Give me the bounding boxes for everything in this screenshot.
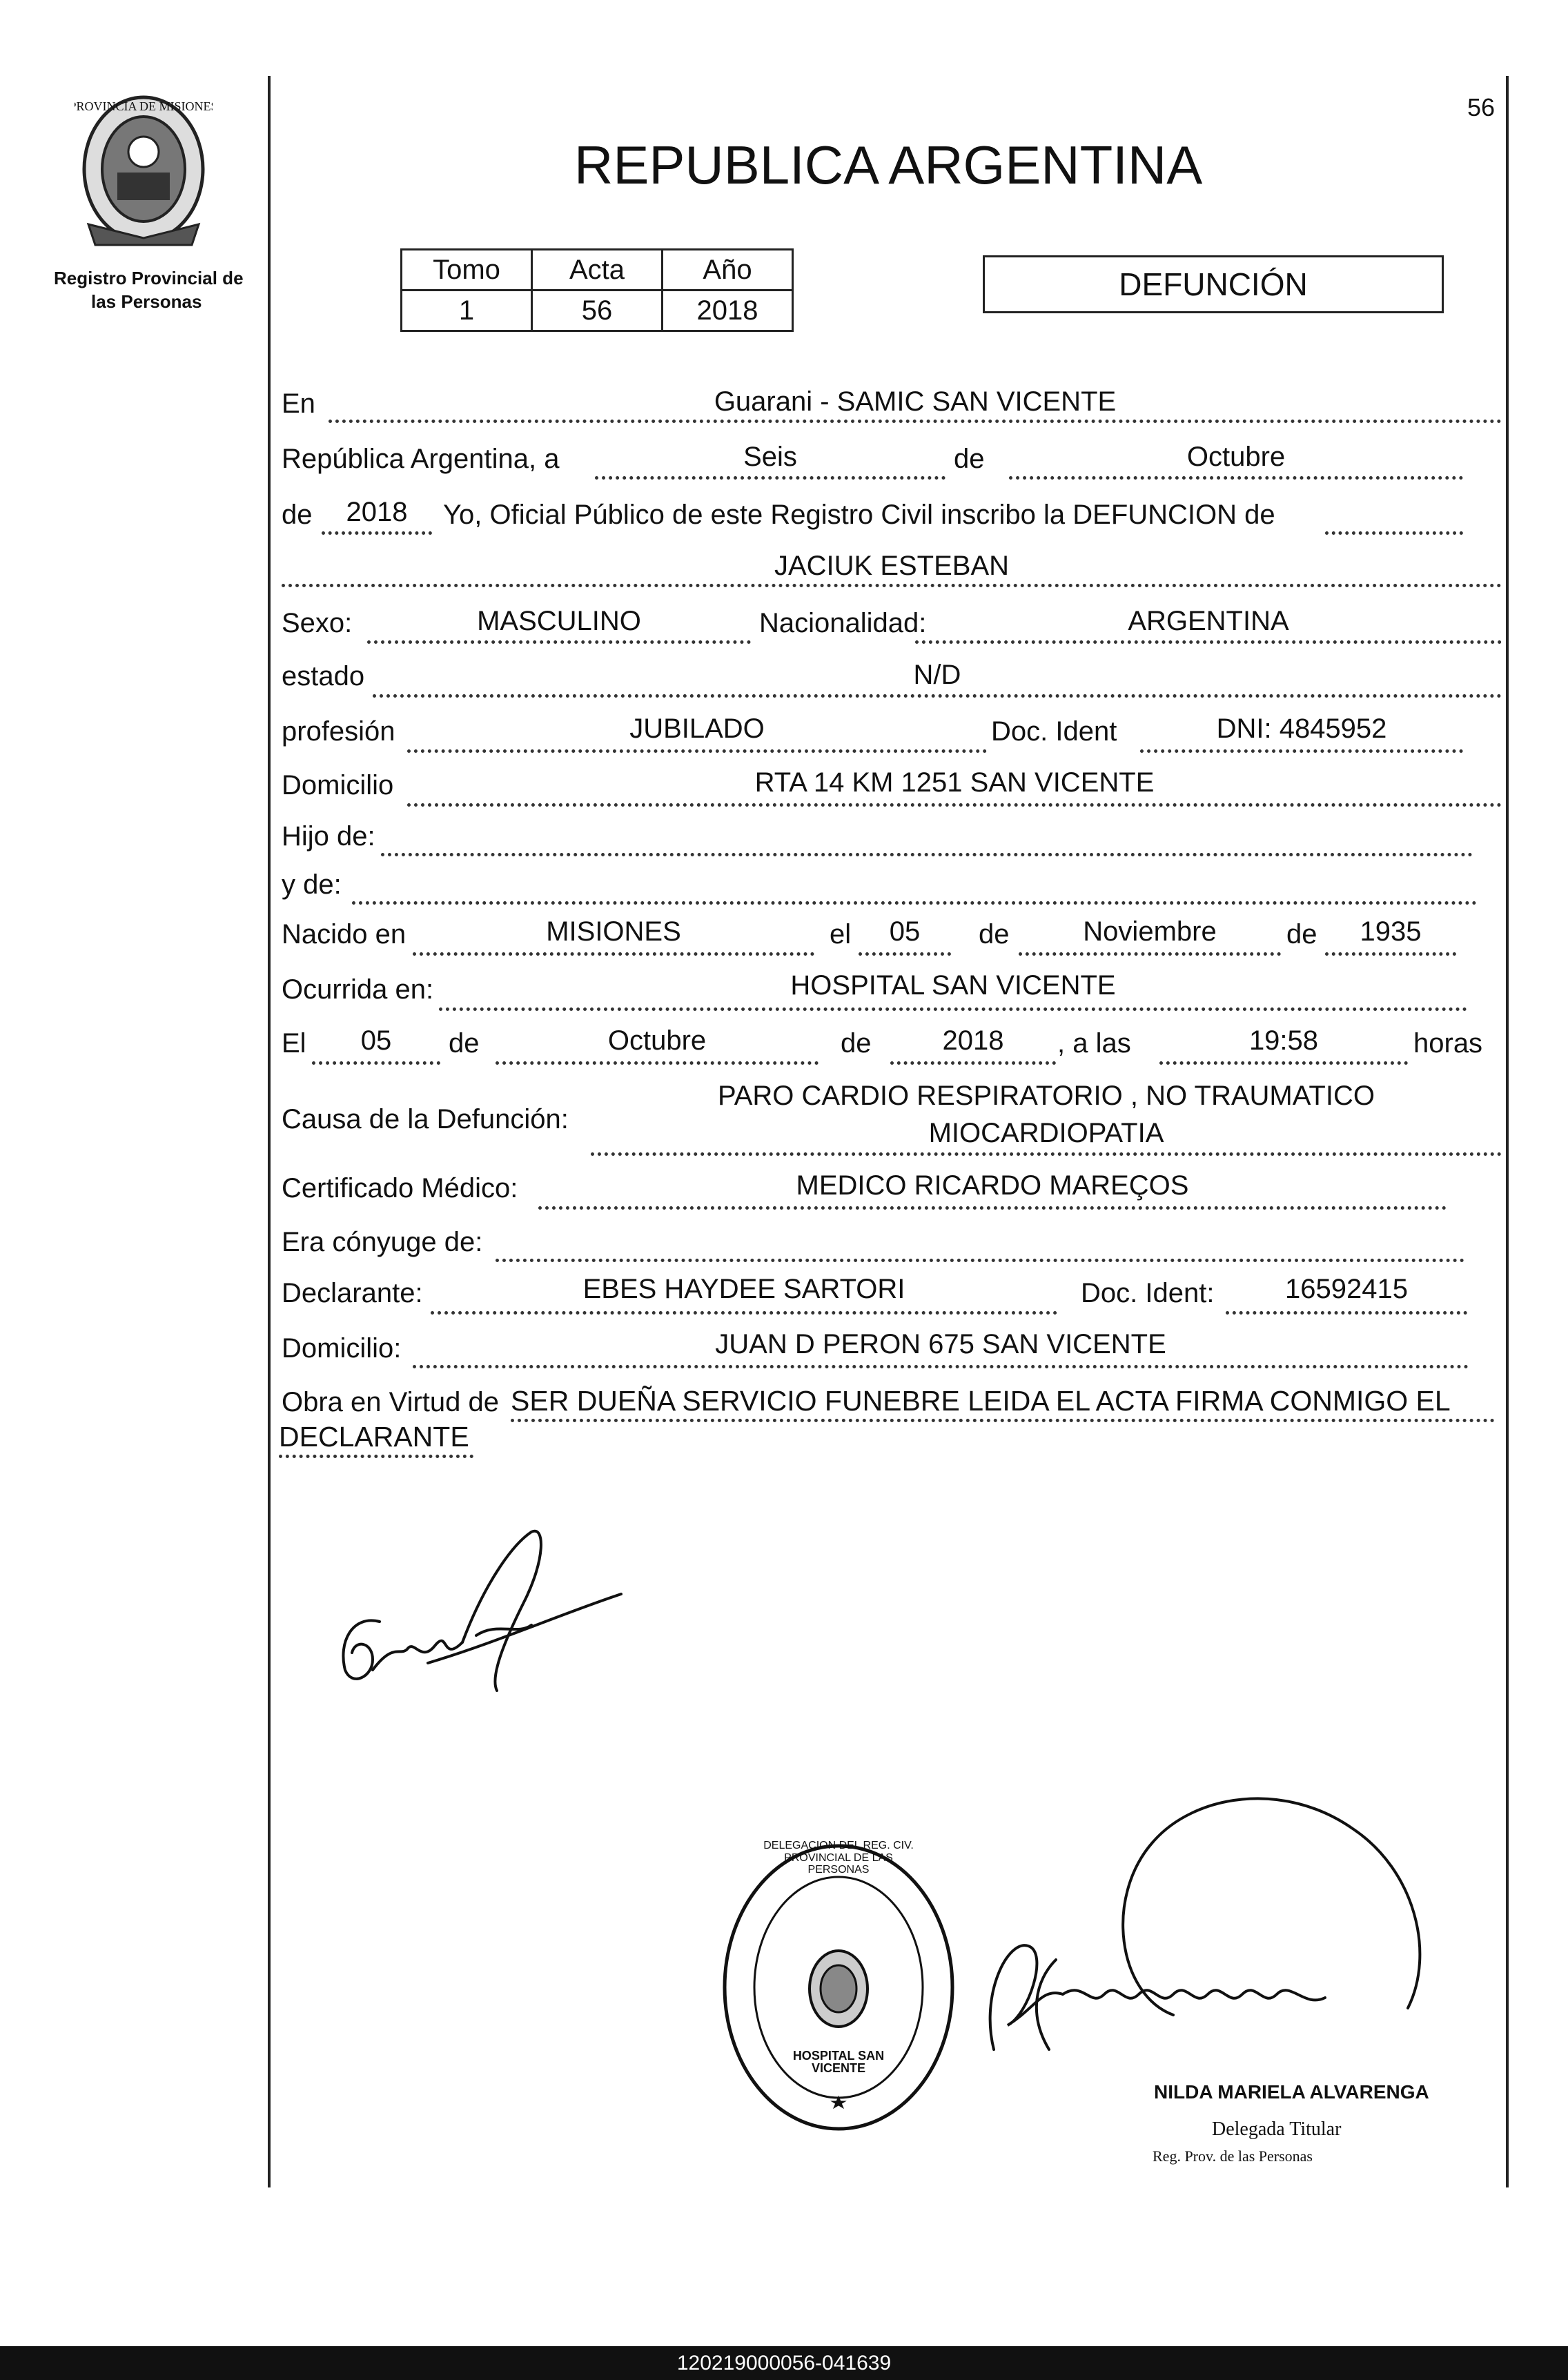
hijo-label: Hijo de: [282, 821, 375, 852]
doc-ident-value: DNI: 4845952 [1216, 714, 1387, 744]
day-value: Seis [743, 442, 797, 472]
yo-dots [1325, 531, 1463, 535]
death-year: 2018 [942, 1025, 1004, 1056]
conyuge-dots [496, 1259, 1464, 1262]
profesion-value: JUBILADO [629, 714, 765, 744]
de-label-3: de [979, 919, 1010, 950]
hijo-dots [381, 853, 1473, 856]
death-time-dots [1159, 1061, 1408, 1065]
de-label-4: de [1286, 919, 1317, 950]
horas-label: horas [1413, 1028, 1483, 1059]
de-label-2: de [282, 500, 313, 530]
de-label-5: de [449, 1028, 480, 1059]
domicilio2-dots [413, 1365, 1469, 1368]
nacionalidad-dots [915, 640, 1502, 644]
doc-ident2-value: 16592415 [1285, 1274, 1408, 1304]
yde-dots [352, 901, 1477, 905]
deceased-name: JACIUK ESTEBAN [774, 551, 1010, 581]
el-label: el [830, 919, 852, 950]
domicilio2-value: JUAN D PERON 675 SAN VICENTE [715, 1329, 1166, 1359]
ocurrida-value: HOSPITAL SAN VICENTE [790, 970, 1116, 1001]
en-value: Guarani - SAMIC SAN VICENTE [714, 386, 1117, 417]
declarante-value: EBES HAYDEE SARTORI [582, 1274, 905, 1304]
domicilio-dots [407, 803, 1502, 807]
birth-day: 05 [889, 916, 921, 947]
sexo-label: Sexo: [282, 608, 353, 638]
country-title: REPUBLICA ARGENTINA [574, 135, 1203, 195]
acta-value: 56 [532, 291, 663, 331]
conyuge-label: Era cónyuge de: [282, 1227, 483, 1257]
day-dots [595, 476, 945, 480]
republica-label: República Argentina, a [282, 444, 560, 474]
tomo-value: 1 [402, 291, 532, 331]
obra-dots-2 [279, 1455, 473, 1458]
death-day: 05 [360, 1025, 392, 1056]
birth-year-dots [1325, 952, 1456, 956]
obra-line2: DECLARANTE [279, 1421, 469, 1453]
official-title: Delegada Titular [1212, 2118, 1342, 2140]
death-day-dots [312, 1061, 440, 1065]
nacido-label: Nacido en [282, 919, 406, 950]
en-label: En [282, 389, 315, 419]
stamp-outer-text: DELEGACION DEL REG. CIV. PROVINCIAL DE LAS PERSONAS [763, 1840, 914, 1876]
declarante-dots [431, 1311, 1057, 1315]
barcode-number: 120219000056-041639 [676, 2351, 892, 2374]
nacido-value: MISIONES [546, 916, 681, 947]
record-table [400, 248, 794, 332]
doc-ident2-dots [1226, 1311, 1467, 1315]
official-name: NILDA MARIELA ALVARENGA [1154, 2081, 1429, 2103]
ocurrida-label: Ocurrida en: [282, 974, 434, 1005]
registry-label-line2: las Personas [91, 291, 202, 312]
ano-header: Año [663, 250, 793, 291]
ano-value: 2018 [663, 291, 793, 331]
name-dots [282, 584, 1502, 587]
death-month: Octubre [607, 1025, 707, 1056]
declarant-signature [324, 1504, 642, 1704]
declarante-label: Declarante: [282, 1278, 423, 1308]
profesion-label: profesión [282, 716, 395, 747]
birth-day-dots [859, 952, 951, 956]
causa-line1: PARO CARDIO RESPIRATORIO , NO TRAUMATICO [718, 1081, 1375, 1111]
certificado-value: MEDICO RICARDO MAREÇOS [796, 1170, 1189, 1201]
estado-value: N/D [913, 660, 961, 690]
official-stamp [718, 1836, 959, 2139]
domicilio2-label: Domicilio: [282, 1333, 402, 1364]
causa-dots [591, 1152, 1502, 1156]
de-label-6: de [841, 1028, 872, 1059]
doc-ident-label: Doc. Ident [991, 716, 1117, 747]
year-dots [322, 531, 432, 535]
domicilio-value: RTA 14 KM 1251 SAN VICENTE [754, 767, 1155, 798]
nacionalidad-label: Nacionalidad: [759, 608, 927, 638]
death-year-dots [890, 1061, 1056, 1065]
sexo-dots [367, 640, 751, 644]
nacido-dots [413, 952, 814, 956]
right-margin-line [1506, 76, 1509, 2187]
sexo-value: MASCULINO [477, 606, 641, 636]
alas-label: , a las [1057, 1028, 1131, 1059]
registry-label-line1: Registro Provincial de [54, 268, 244, 288]
de-label-1: de [954, 444, 985, 474]
obra-label: Obra en Virtud de [282, 1387, 500, 1417]
el-cap-label: El [282, 1028, 306, 1059]
month-dots [1009, 476, 1463, 480]
official-extra: Reg. Prov. de las Personas [1153, 2147, 1313, 2165]
month-value: Octubre [1186, 442, 1286, 472]
birth-month: Noviembre [1083, 916, 1217, 947]
obra-line1: SER DUEÑA SERVICIO FUNEBRE LEIDA EL ACTA FIRMA CONMIGO EL [511, 1385, 1451, 1417]
yde-label: y de: [282, 869, 342, 900]
yo-text: Yo, Oficial Público de este Registro Civil inscribo la DEFUNCION de [443, 500, 1275, 530]
year-value: 2018 [346, 497, 408, 527]
doc-ident2-label: Doc. Ident: [1081, 1278, 1215, 1308]
province-seal-icon [75, 90, 213, 248]
doc-type-label: DEFUNCIÓN [1119, 266, 1308, 302]
doc-ident-dots [1140, 749, 1463, 753]
death-time: 19:58 [1248, 1025, 1319, 1056]
domicilio-label: Domicilio [282, 770, 394, 800]
stamp-inner-text: HOSPITAL SAN VICENTE [792, 2049, 885, 2075]
tomo-header: Tomo [402, 250, 532, 291]
page-number: 56 [1467, 93, 1496, 121]
birth-month-dots [1019, 952, 1281, 956]
doc-type-box [983, 255, 1444, 313]
certificado-dots [538, 1206, 1447, 1210]
causa-line2: MIOCARDIOPATIA [928, 1118, 1164, 1148]
causa-label: Causa de la Defunción: [282, 1104, 569, 1134]
death-month-dots [496, 1061, 819, 1065]
svg-text:PROVINCIA DE MISIONES: PROVINCIA DE MISIONES [75, 99, 213, 113]
acta-header: Acta [532, 250, 663, 291]
birth-year: 1935 [1360, 916, 1422, 947]
official-signature [966, 1787, 1463, 2077]
profesion-dots [407, 749, 987, 753]
estado-label: estado [282, 661, 365, 691]
estado-dots [373, 694, 1502, 698]
obra-dots-1 [511, 1419, 1495, 1422]
barcode-footer [0, 2346, 1568, 2380]
ocurrida-dots [439, 1007, 1467, 1011]
en-dots [329, 420, 1502, 423]
certificado-label: Certificado Médico: [282, 1173, 518, 1203]
left-margin-line [268, 76, 271, 2187]
nacionalidad-value: ARGENTINA [1128, 606, 1289, 636]
